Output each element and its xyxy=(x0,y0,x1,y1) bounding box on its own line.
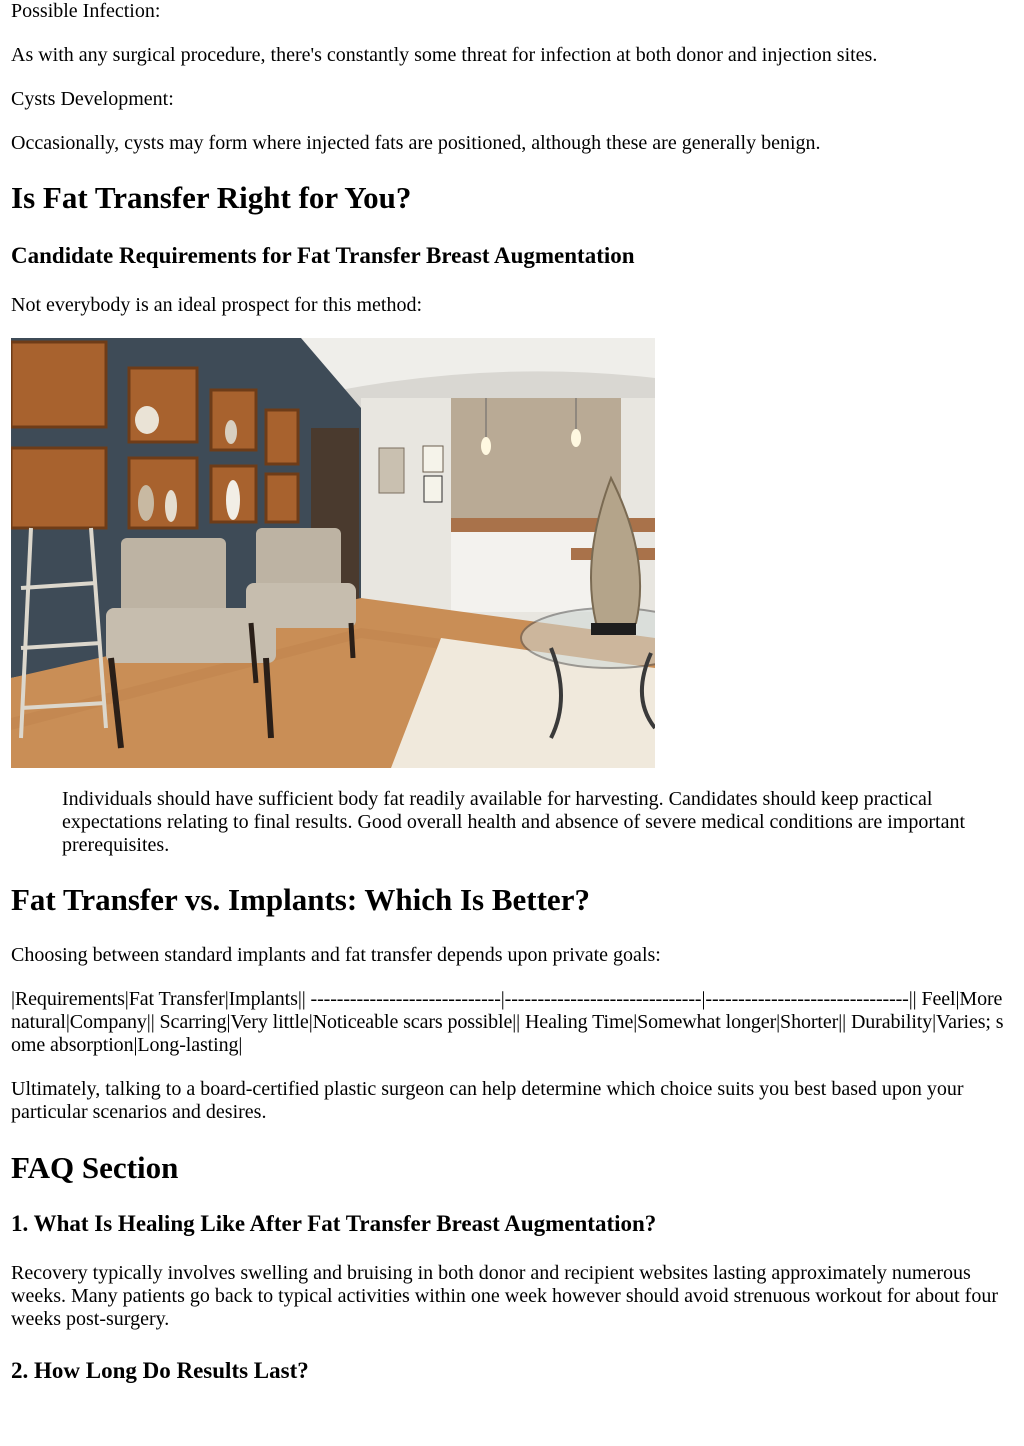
cysts-label: Cysts Development: xyxy=(11,88,174,110)
candidates-intro: Not everybody is an ideal prospect for this method: xyxy=(11,294,423,316)
faq-question-2: 2. How Long Do Results Last? xyxy=(11,1358,309,1383)
waiting-room-photo xyxy=(11,338,655,768)
candidate-requirements-quote: Individuals should have sufficient body fat readily available for harvesting. Candidates should keep practical expectations relating to final results. Good overall health and absence of severe medical conditions are important prerequisites. xyxy=(62,788,966,856)
faq-question-1: 1. What Is Healing Like After Fat Transfer Breast Augmentation? xyxy=(11,1211,657,1236)
comparison-conclusion: Ultimately, talking to a board-certified plastic surgeon can help determine which choice suits you best based upon your particular scenarios and desires. xyxy=(11,1078,964,1123)
faq-answer-1: Recovery typically involves swelling and bruising in both donor and recipient websites lasting approximately numerous weeks. Many patients go back to typical activities within one week however should avoid strenuous workout for about four weeks post-surgery. xyxy=(11,1262,998,1330)
infection-label: Possible Infection: xyxy=(11,0,161,22)
comparison-intro: Choosing between standard implants and fat transfer depends upon private goals: xyxy=(11,944,661,966)
subheading-candidate-requirements: Candidate Requirements for Fat Transfer Breast Augmentation xyxy=(11,243,635,268)
infection-text: As with any surgical procedure, there's constantly some threat for infection at both donor and injection sites. xyxy=(11,44,878,66)
comparison-table-text: |Requirements|Fat Transfer|Implants|| -----------------------------|------------------------------|-------------------------------|| Feel|More natural|Company|| Scarring|Very little|Noticeable scars possible|| Healing Time|Somewhat longer|Shorter|| Durability|Varies; some absorption|Long-lasting| xyxy=(11,988,1004,1056)
section-heading-comparison: Fat Transfer vs. Implants: Which Is Better? xyxy=(11,882,590,917)
section-heading-candidacy: Is Fat Transfer Right for You? xyxy=(11,180,412,215)
section-heading-faq: FAQ Section xyxy=(11,1150,179,1185)
cysts-text: Occasionally, cysts may form where injected fats are positioned, although these are generally benign. xyxy=(11,132,821,154)
